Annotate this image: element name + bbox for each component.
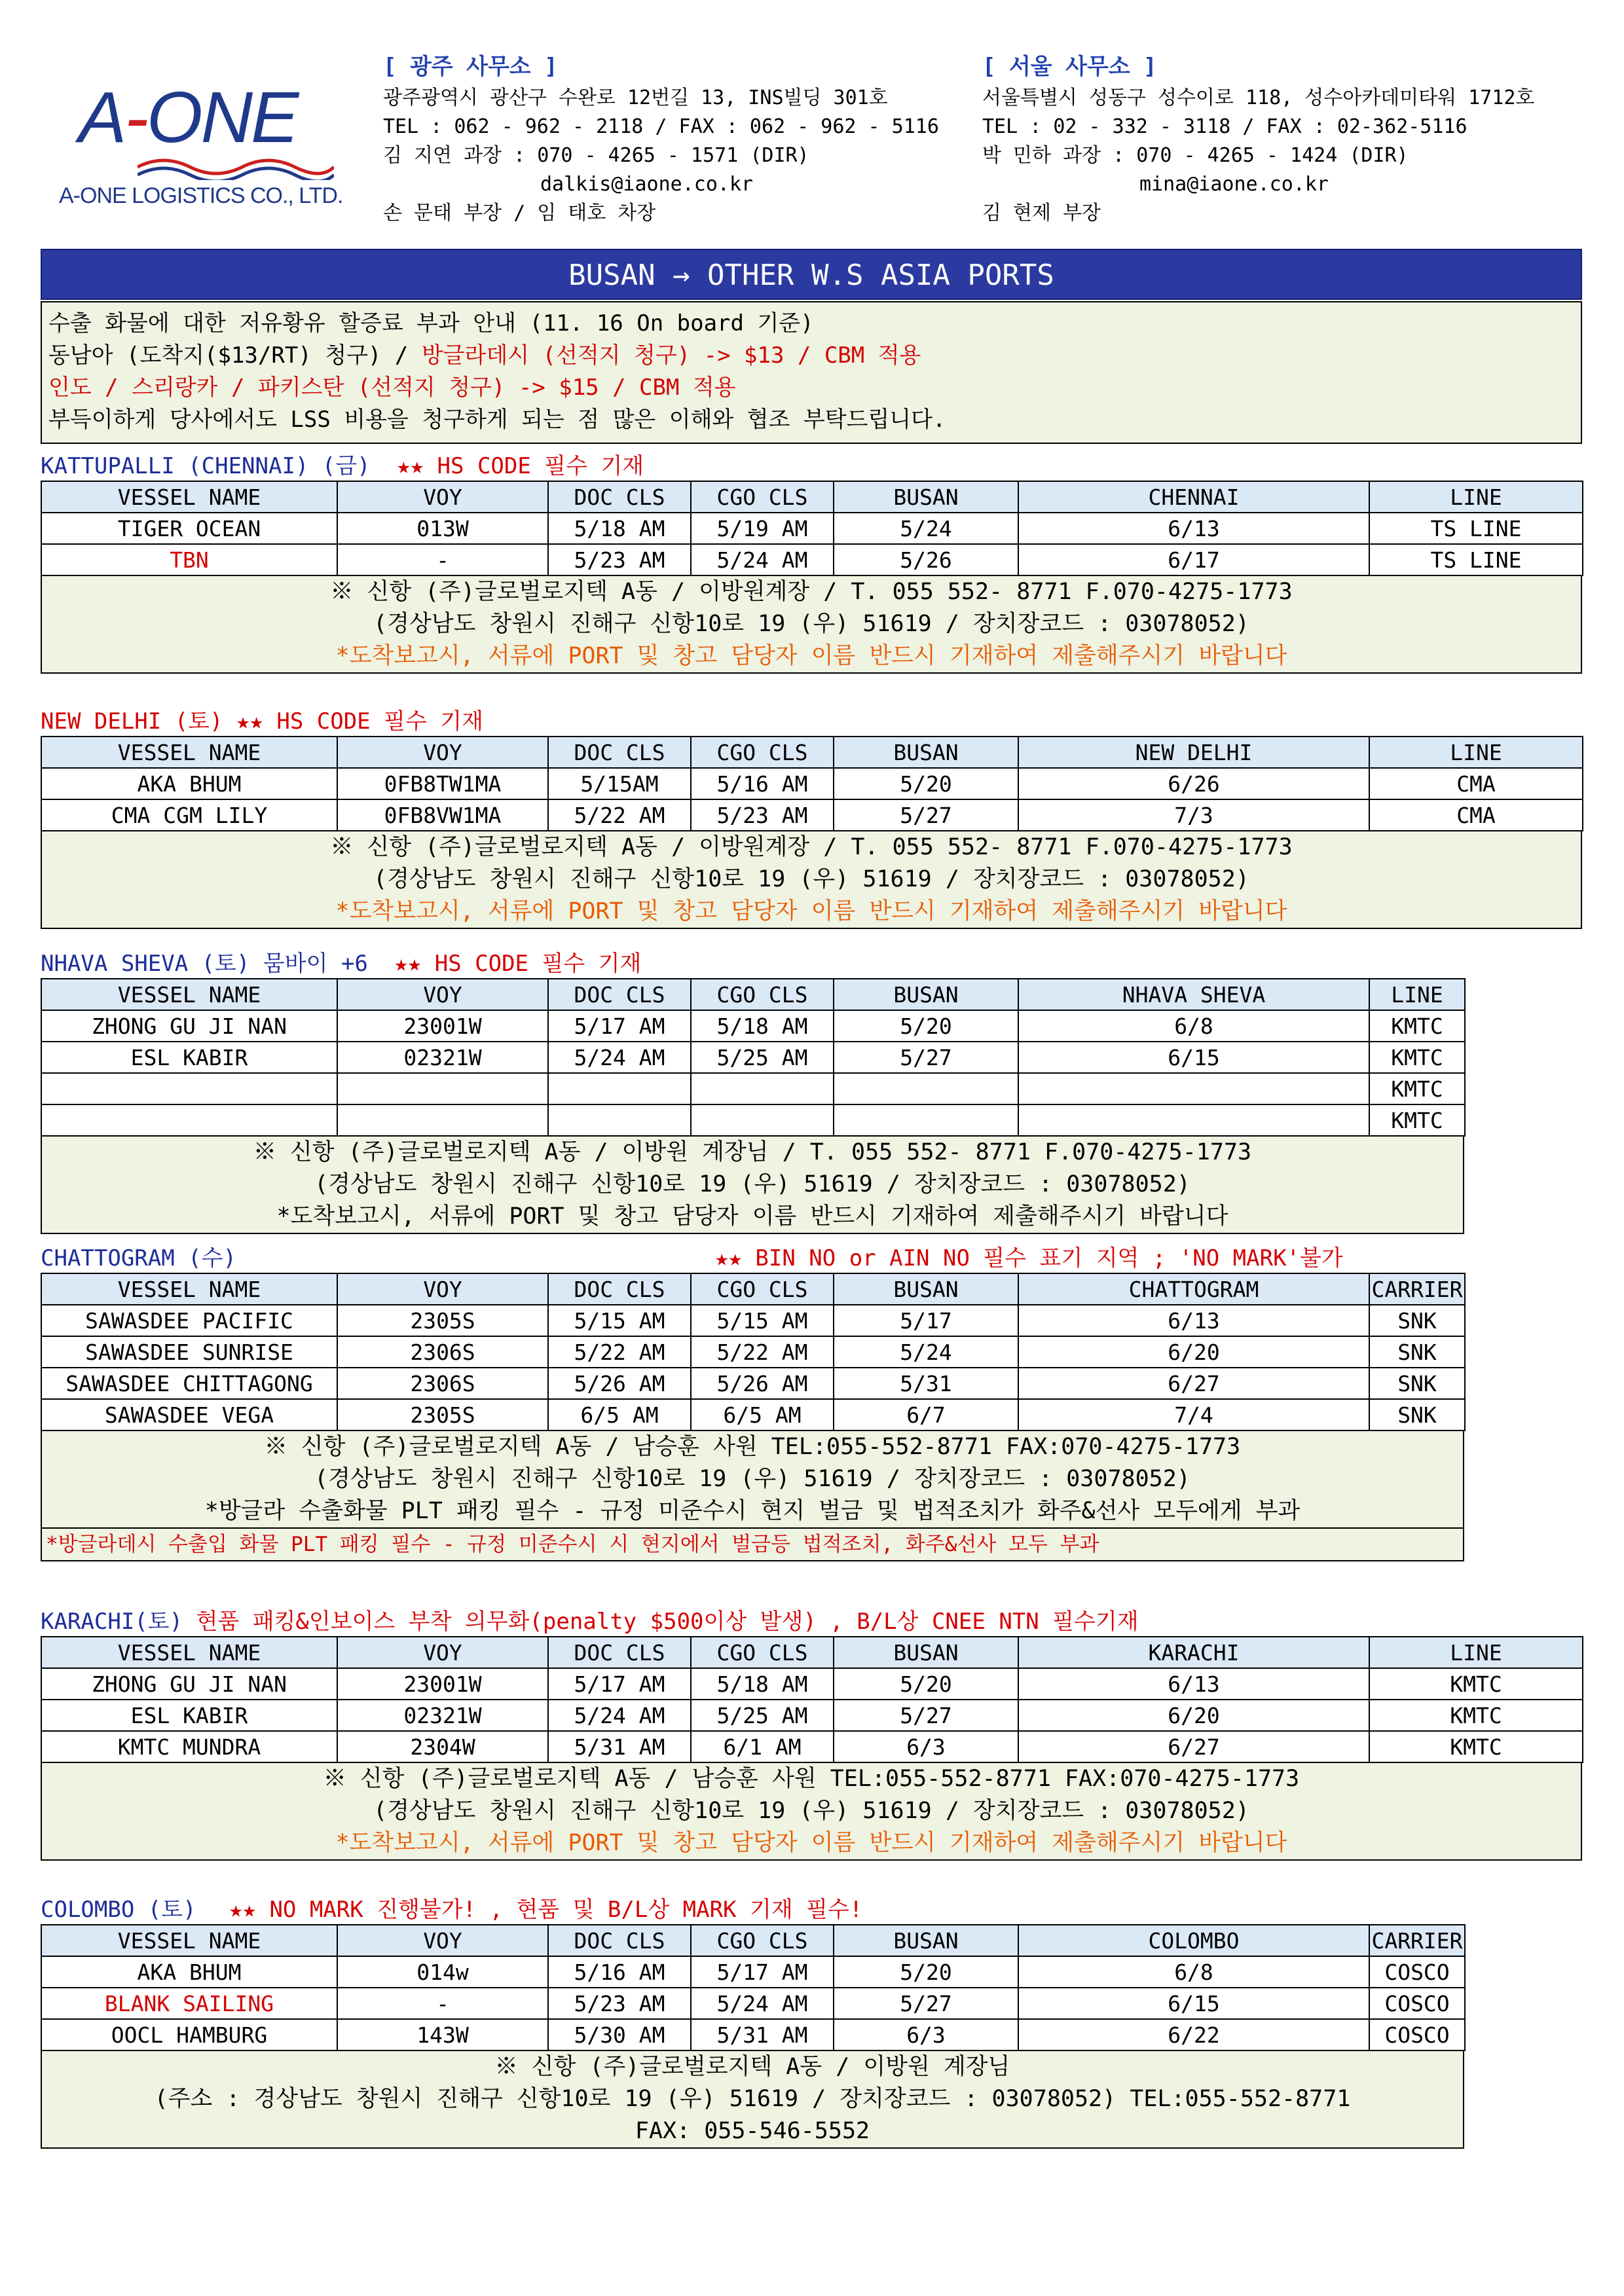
table-cell: COSCO [1369, 1956, 1465, 1988]
table-row [41, 1104, 1465, 1136]
note-line-2: (경상남도 창원시 진해구 신항10로 19 (우) 51619 / 장치장코드 : 03078052) [373, 866, 1249, 892]
table-cell: 5/31 AM [548, 1731, 691, 1762]
table-cell [1018, 1104, 1369, 1136]
section-warning: ★★ BIN NO or AIN NO 필수 표기 지역 ; 'NO MARK'불가 [715, 1245, 1343, 1271]
table-cell: SAWASDEE VEGA [41, 1399, 337, 1430]
section-title-text: KARACHI(토) [41, 1609, 183, 1635]
table-cell: 014w [337, 1956, 548, 1988]
table-cell [834, 1104, 1018, 1136]
company-logo [59, 72, 360, 213]
table-cell: 23001W [337, 1010, 548, 1042]
warehouse-note [41, 576, 1582, 674]
table-cell: KMTC [1369, 1010, 1465, 1042]
table-cell: SNK [1369, 1336, 1465, 1368]
column-header: BUSAN [834, 737, 1018, 768]
table-cell: CMA [1369, 799, 1583, 831]
table-cell: 5/19 AM [691, 513, 834, 544]
table-cell: 5/17 [834, 1305, 1018, 1336]
table-cell: 02321W [337, 1042, 548, 1073]
column-header: LINE [1369, 1637, 1583, 1668]
table-cell: 6/3 [834, 2019, 1018, 2050]
table-cell: 5/23 AM [548, 544, 691, 575]
table-cell: 6/22 [1018, 2019, 1369, 2050]
table-row [41, 1042, 1465, 1073]
logo-hyphen: - [124, 77, 147, 158]
seoul-manager: 박 민하 과장 : 070 - 4265 - 1424 (DIR) [982, 144, 1409, 167]
table-row [41, 1305, 1465, 1336]
table-cell: SNK [1369, 1399, 1465, 1430]
table-cell: 013W [337, 513, 548, 544]
section-warning: 현품 패킹&인보이스 부착 의무화(penalty $500이상 발생) , B/L상 CNEE NTN 필수기재 [196, 1609, 1139, 1635]
table-cell: SAWASDEE SUNRISE [41, 1336, 337, 1368]
table-cell: SAWASDEE CHITTAGONG [41, 1368, 337, 1399]
section-title [41, 1895, 1466, 1924]
table-row [41, 1700, 1583, 1731]
table-cell: SNK [1369, 1368, 1465, 1399]
table-cell: 5/24 AM [691, 1988, 834, 2019]
table-cell: 5/17 AM [691, 1956, 834, 1988]
column-header: VESSEL NAME [41, 1925, 337, 1956]
schedule-table [41, 1924, 1466, 2051]
note-line-2: (주소 : 경상남도 창원시 진해구 신항10로 19 (우) 51619 / 장치장코드 : 03078052) TEL:055-552-8771 [154, 2086, 1351, 2112]
section-title [41, 949, 1466, 978]
column-header: LINE [1369, 737, 1583, 768]
column-header: VOY [337, 481, 548, 513]
section-title-text: CHATTOGRAM (수) [41, 1245, 236, 1271]
gwangju-office-title: [ 광주 사무소 ] [383, 54, 558, 80]
table-row [41, 1399, 1465, 1430]
section-title-text: NEW DELHI (토) ★★ HS CODE 필수 기재 [41, 708, 483, 735]
seoul-email[interactable]: mina@iaone.co.kr [1139, 173, 1329, 196]
table-cell: 5/26 [834, 544, 1018, 575]
column-header: DOC CLS [548, 979, 691, 1010]
table-cell: OOCL HAMBURG [41, 2019, 337, 2050]
table-row [41, 1073, 1465, 1104]
table-cell [548, 1104, 691, 1136]
section-new-delhi [41, 707, 1583, 929]
gwangju-staff: 손 문태 부장 / 임 태호 차장 [383, 202, 656, 225]
section-warning: ★★ HS CODE 필수 기재 [394, 951, 642, 977]
column-header: VESSEL NAME [41, 1273, 337, 1305]
table-cell: 5/31 AM [691, 2019, 834, 2050]
table-cell: SAWASDEE PACIFIC [41, 1305, 337, 1336]
table-cell: TS LINE [1369, 513, 1583, 544]
table-header-row [41, 1925, 1465, 1956]
table-cell: 5/24 [834, 1336, 1018, 1368]
table-cell: 7/3 [1018, 799, 1369, 831]
gwangju-manager: 김 지연 과장 : 070 - 4265 - 1571 (DIR) [383, 144, 809, 167]
schedule-table [41, 978, 1466, 1137]
table-cell: 5/23 AM [691, 799, 834, 831]
section-title [41, 1244, 1466, 1273]
table-cell: 6/8 [1018, 1956, 1369, 1988]
notice-line-4: 부득이하게 당사에서도 LSS 비용을 청구하게 되는 점 많은 이해와 협조 부탁드립니다. [48, 407, 946, 433]
column-header: CHENNAI [1018, 481, 1369, 513]
table-cell: 2304W [337, 1731, 548, 1762]
section-nhava-sheva [41, 949, 1466, 1234]
column-header: VOY [337, 1273, 548, 1305]
table-cell: 5/27 [834, 1700, 1018, 1731]
table-cell: 5/20 [834, 1668, 1018, 1700]
section-title [41, 452, 1583, 481]
table-cell: KMTC [1369, 1073, 1465, 1104]
table-cell: 5/22 AM [548, 799, 691, 831]
seoul-staff: 김 현제 부장 [982, 202, 1101, 225]
table-cell: 5/27 [834, 799, 1018, 831]
table-cell: 6/15 [1018, 1042, 1369, 1073]
table-cell: 6/27 [1018, 1731, 1369, 1762]
table-cell: ESL KABIR [41, 1700, 337, 1731]
warehouse-note [41, 1431, 1464, 1529]
route-title-banner: BUSAN → OTHER W.S ASIA PORTS [41, 249, 1582, 300]
table-cell: 6/5 AM [691, 1399, 834, 1430]
section-title-text: KATTUPALLI (CHENNAI) (금) [41, 453, 371, 479]
table-cell: 5/20 [834, 768, 1018, 799]
column-header: CGO CLS [691, 1637, 834, 1668]
column-header: NEW DELHI [1018, 737, 1369, 768]
table-cell: 0FB8TW1MA [337, 768, 548, 799]
section-warning: ★★ HS CODE 필수 기재 [397, 453, 644, 479]
table-cell: 5/17 AM [548, 1010, 691, 1042]
table-cell: 2306S [337, 1368, 548, 1399]
section-karachi [41, 1607, 1583, 1861]
table-cell: 6/27 [1018, 1368, 1369, 1399]
table-cell: 5/20 [834, 1956, 1018, 1988]
table-cell: 7/4 [1018, 1399, 1369, 1430]
table-cell: 6/5 AM [548, 1399, 691, 1430]
table-cell: AKA BHUM [41, 1956, 337, 1988]
column-header: DOC CLS [548, 1273, 691, 1305]
table-cell [337, 1104, 548, 1136]
column-header: DOC CLS [548, 737, 691, 768]
table-cell: 0FB8VW1MA [337, 799, 548, 831]
section-title [41, 1607, 1583, 1636]
table-cell: 6/13 [1018, 1668, 1369, 1700]
column-header: COLOMBO [1018, 1925, 1369, 1956]
table-row [41, 1336, 1465, 1368]
logo-wave-icon [138, 154, 334, 180]
section-title-text: COLOMBO (토) [41, 1897, 196, 1923]
note-line-1: ※ 신항 (주)글로벌로지텍 A동 / 이방원계장 / T. 055 552- 8771 F.070-4275-1773 [330, 579, 1293, 605]
table-cell: BLANK SAILING [41, 1988, 337, 2019]
column-header: LINE [1369, 979, 1465, 1010]
table-cell: TS LINE [1369, 544, 1583, 575]
table-cell: ZHONG GU JI NAN [41, 1668, 337, 1700]
column-header: DOC CLS [548, 1925, 691, 1956]
section-title-text: NHAVA SHEVA (토) 뭄바이 +6 [41, 951, 368, 977]
column-header: VESSEL NAME [41, 481, 337, 513]
table-cell: - [337, 1988, 548, 2019]
bangladesh-packing-warning: *방글라데시 수출입 화물 PLT 패킹 필수 - 규정 미준수시 시 현지에서 벌금등 법적조치, 화주&선사 모두 부과 [41, 1529, 1464, 1561]
note-line-3: *도착보고시, 서류에 PORT 및 창고 담당자 이름 반드시 기재하여 제출해주시기 바랍니다 [276, 1203, 1228, 1230]
table-row [41, 544, 1583, 575]
seoul-address: 서울특별시 성동구 성수이로 118, 성수아카데미타워 1712호 [982, 86, 1535, 109]
column-header: VESSEL NAME [41, 979, 337, 1010]
column-header: CGO CLS [691, 481, 834, 513]
table-cell [41, 1104, 337, 1136]
table-cell: 5/16 AM [691, 768, 834, 799]
table-cell: TBN [41, 544, 337, 575]
table-row [41, 799, 1583, 831]
table-cell: 143W [337, 2019, 548, 2050]
note-line-1: ※ 신항 (주)글로벌로지텍 A동 / 남승훈 사원 TEL:055-552-8771 FAX:070-4275-1773 [264, 1434, 1241, 1460]
table-cell: COSCO [1369, 2019, 1465, 2050]
table-cell [548, 1073, 691, 1104]
column-header: VESSEL NAME [41, 1637, 337, 1668]
gwangju-office-block [383, 52, 939, 228]
column-header: CHATTOGRAM [1018, 1273, 1369, 1305]
table-cell: 2305S [337, 1305, 548, 1336]
table-cell: 6/17 [1018, 544, 1369, 575]
column-header: CGO CLS [691, 1925, 834, 1956]
table-cell: TIGER OCEAN [41, 513, 337, 544]
table-cell: 6/13 [1018, 1305, 1369, 1336]
table-cell: 6/26 [1018, 768, 1369, 799]
note-line-1: ※ 신항 (주)글로벌로지텍 A동 / 이방원 계장님 / T. 055 552- 8771 F.070-4275-1773 [253, 1139, 1252, 1165]
column-header: BUSAN [834, 1925, 1018, 1956]
seoul-office-title: [ 서울 사무소 ] [982, 54, 1157, 80]
column-header: CARRIER [1369, 1273, 1465, 1305]
table-header-row [41, 1273, 1465, 1305]
schedule-table [41, 1636, 1583, 1763]
table-row [41, 1956, 1465, 1988]
table-cell [834, 1073, 1018, 1104]
warehouse-note [41, 831, 1582, 929]
note-line-2: (경상남도 창원시 진해구 신항10로 19 (우) 51619 / 장치장코드 : 03078052) [314, 1466, 1190, 1492]
table-row [41, 768, 1583, 799]
column-header: VESSEL NAME [41, 737, 337, 768]
table-cell: 5/27 [834, 1988, 1018, 2019]
table-cell: 5/20 [834, 1010, 1018, 1042]
table-row [41, 1010, 1465, 1042]
section-chattogram [41, 1244, 1466, 1561]
column-header: LINE [1369, 481, 1583, 513]
table-cell: 5/24 AM [548, 1042, 691, 1073]
table-cell: 23001W [337, 1668, 548, 1700]
table-header-row [41, 481, 1583, 513]
gwangju-email[interactable]: dalkis@iaone.co.kr [540, 173, 754, 196]
notice-line-2 [48, 340, 1574, 372]
table-cell: COSCO [1369, 1988, 1465, 2019]
column-header: DOC CLS [548, 481, 691, 513]
table-cell: 5/16 AM [548, 1956, 691, 1988]
seoul-phone-fax: TEL : 02 - 332 - 3118 / FAX : 02-362-5116 [982, 115, 1467, 138]
column-header: CARRIER [1369, 1925, 1465, 1956]
warehouse-note [41, 1137, 1464, 1234]
table-row [41, 1368, 1465, 1399]
table-cell [691, 1104, 834, 1136]
table-cell: 6/1 AM [691, 1731, 834, 1762]
note-line-3: *도착보고시, 서류에 PORT 및 창고 담당자 이름 반드시 기재하여 제출해주시기 바랍니다 [335, 643, 1287, 669]
table-row [41, 2019, 1465, 2050]
table-cell: 5/18 AM [691, 1668, 834, 1700]
lss-notice [41, 301, 1582, 444]
table-header-row [41, 979, 1465, 1010]
note-line-2: (경상남도 창원시 진해구 신항10로 19 (우) 51619 / 장치장코드 : 03078052) [373, 611, 1249, 637]
section-kattupalli [41, 452, 1583, 674]
table-cell: 6/15 [1018, 1988, 1369, 2019]
note-line-2: (경상남도 창원시 진해구 신항10로 19 (우) 51619 / 장치장코드 : 03078052) [373, 1798, 1249, 1824]
schedule-table [41, 1273, 1466, 1431]
table-header-row [41, 1637, 1583, 1668]
section-warning: ★★ NO MARK 진행불가! , 현품 및 B/L상 MARK 기재 필수! [229, 1897, 863, 1923]
note-line-3: *방글라 수출화물 PLT 패킹 필수 - 규정 미준수시 현지 벌금 및 법적조치가 화주&선사 모두에게 부과 [204, 1498, 1301, 1524]
column-header: VOY [337, 979, 548, 1010]
table-cell: 2305S [337, 1399, 548, 1430]
table-cell: 6/8 [1018, 1010, 1369, 1042]
table-cell: 5/26 AM [691, 1368, 834, 1399]
column-header: CGO CLS [691, 979, 834, 1010]
table-cell: CMA [1369, 768, 1583, 799]
notice-line-1: 수출 화물에 대한 저유황유 할증료 부과 안내 (11. 16 On board 기준) [48, 310, 814, 337]
column-header: VOY [337, 737, 548, 768]
table-row [41, 513, 1583, 544]
table-row [41, 1668, 1583, 1700]
table-cell: 5/25 AM [691, 1700, 834, 1731]
table-cell: SNK [1369, 1305, 1465, 1336]
table-cell: KMTC [1369, 1668, 1583, 1700]
table-cell: KMTC [1369, 1042, 1465, 1073]
table-cell: 5/24 AM [548, 1700, 691, 1731]
table-cell [41, 1073, 337, 1104]
table-cell: 5/15AM [548, 768, 691, 799]
company-name: A-ONE LOGISTICS CO., LTD. [59, 183, 343, 208]
table-cell: KMTC [1369, 1700, 1583, 1731]
column-header: BUSAN [834, 481, 1018, 513]
column-header: BUSAN [834, 1637, 1018, 1668]
table-cell: ESL KABIR [41, 1042, 337, 1073]
table-cell: 5/30 AM [548, 2019, 691, 2050]
section-title [41, 707, 1583, 736]
table-cell: 6/20 [1018, 1336, 1369, 1368]
schedule-table [41, 481, 1583, 576]
table-cell: 5/22 AM [691, 1336, 834, 1368]
table-cell: AKA BHUM [41, 768, 337, 799]
table-cell: ZHONG GU JI NAN [41, 1010, 337, 1042]
note-line-1: ※ 신항 (주)글로벌로지텍 A동 / 이방원 계장님 [494, 2054, 1010, 2080]
table-cell: 5/24 AM [691, 544, 834, 575]
table-cell: KMTC MUNDRA [41, 1731, 337, 1762]
notice-line-3: 인도 / 스리랑카 / 파키스탄 (선적지 청구) -> $15 / CBM 적용 [48, 374, 736, 401]
column-header: DOC CLS [548, 1637, 691, 1668]
column-header: CGO CLS [691, 1273, 834, 1305]
column-header: NHAVA SHEVA [1018, 979, 1369, 1010]
table-cell: 5/15 AM [691, 1305, 834, 1336]
table-cell: 5/22 AM [548, 1336, 691, 1368]
note-line-3: *도착보고시, 서류에 PORT 및 창고 담당자 이름 반드시 기재하여 제출해주시기 바랍니다 [335, 898, 1287, 924]
table-header-row [41, 737, 1583, 768]
table-cell: 5/15 AM [548, 1305, 691, 1336]
table-cell: 6/3 [834, 1731, 1018, 1762]
table-cell: - [337, 544, 548, 575]
table-cell [337, 1073, 548, 1104]
note-line-2: (경상남도 창원시 진해구 신항10로 19 (우) 51619 / 장치장코드 : 03078052) [314, 1171, 1190, 1197]
table-cell: 6/7 [834, 1399, 1018, 1430]
table-cell: 5/26 AM [548, 1368, 691, 1399]
table-cell: 5/24 [834, 513, 1018, 544]
note-line-3: *도착보고시, 서류에 PORT 및 창고 담당자 이름 반드시 기재하여 제출해주시기 바랍니다 [335, 1830, 1287, 1856]
table-cell: KMTC [1369, 1731, 1583, 1762]
table-cell: 6/13 [1018, 513, 1369, 544]
table-cell: 5/18 AM [548, 513, 691, 544]
table-row [41, 1731, 1583, 1762]
table-cell: 5/23 AM [548, 1988, 691, 2019]
table-cell: 5/25 AM [691, 1042, 834, 1073]
note-line-1: ※ 신항 (주)글로벌로지텍 A동 / 남승훈 사원 TEL:055-552-8771 FAX:070-4275-1773 [323, 1766, 1300, 1792]
column-header: BUSAN [834, 1273, 1018, 1305]
notice-line-2-a: 동남아 (도착지($13/RT) 청구) / [48, 342, 422, 369]
column-header: VOY [337, 1637, 548, 1668]
column-header: CGO CLS [691, 737, 834, 768]
warehouse-note [41, 1763, 1582, 1861]
table-cell [1018, 1073, 1369, 1104]
table-cell: 6/20 [1018, 1700, 1369, 1731]
notice-line-2-b: 방글라데시 (선적지 청구) -> $13 / CBM 적용 [421, 342, 921, 369]
logo-wordmark: A-ONE [79, 77, 297, 158]
warehouse-note [41, 2051, 1464, 2149]
table-cell: 5/31 [834, 1368, 1018, 1399]
table-row [41, 1988, 1465, 2019]
column-header: KARACHI [1018, 1637, 1369, 1668]
section-colombo [41, 1895, 1466, 2149]
column-header: VOY [337, 1925, 548, 1956]
table-cell: KMTC [1369, 1104, 1465, 1136]
table-cell: 5/17 AM [548, 1668, 691, 1700]
gwangju-address: 광주광역시 광산구 수완로 12번길 13, INS빌딩 301호 [383, 86, 888, 109]
gwangju-phone-fax: TEL : 062 - 962 - 2118 / FAX : 062 - 962 - 5116 [383, 115, 939, 138]
table-cell: 02321W [337, 1700, 548, 1731]
seoul-office-block [982, 52, 1534, 228]
table-cell [691, 1073, 834, 1104]
note-line-3: FAX: 055-546-5552 [635, 2118, 870, 2144]
note-line-1: ※ 신항 (주)글로벌로지텍 A동 / 이방원계장 / T. 055 552- 8771 F.070-4275-1773 [330, 834, 1293, 860]
table-cell: CMA CGM LILY [41, 799, 337, 831]
table-cell: 5/18 AM [691, 1010, 834, 1042]
schedule-table [41, 736, 1583, 831]
column-header: BUSAN [834, 979, 1018, 1010]
table-cell: 2306S [337, 1336, 548, 1368]
table-cell: 5/27 [834, 1042, 1018, 1073]
